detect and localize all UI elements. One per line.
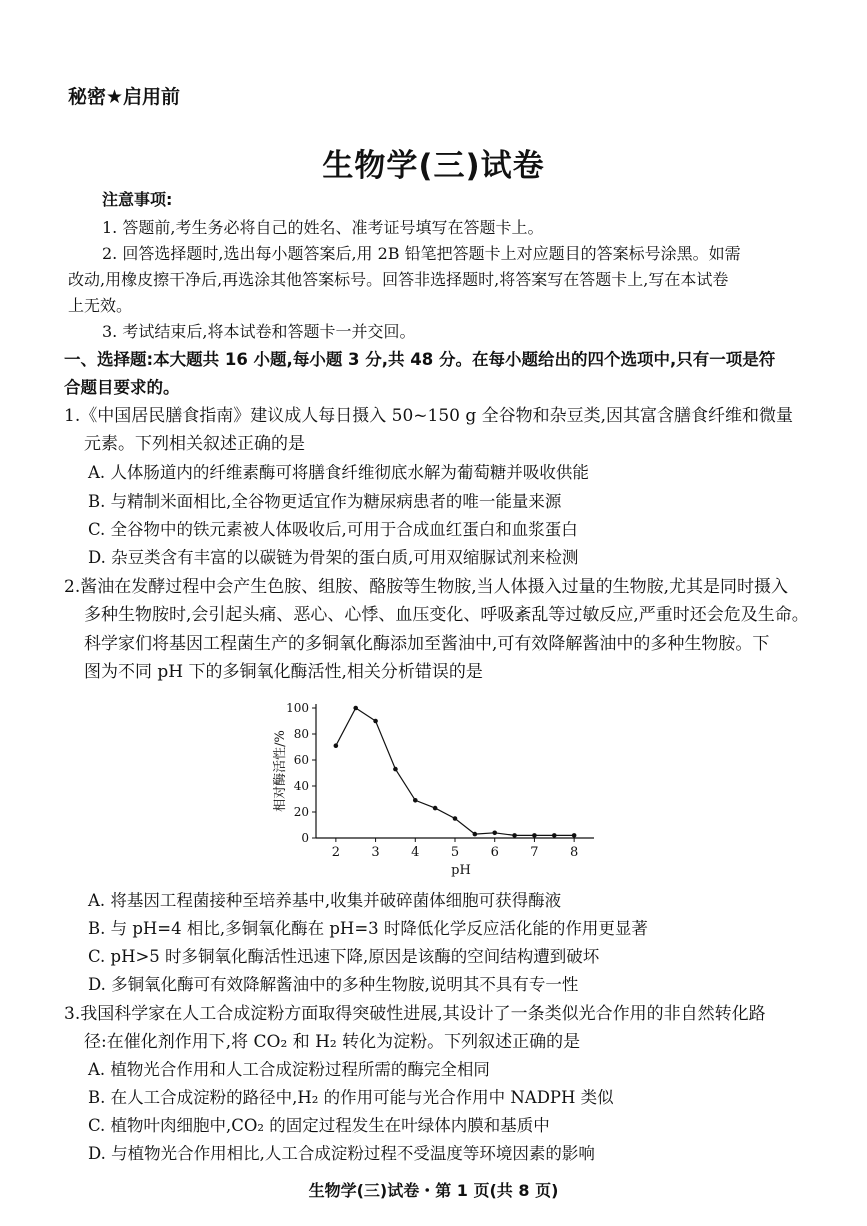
q1-stem-line1: 1.《中国居民膳食指南》建议成人每日摄入 50~150 g 全谷物和杂豆类,因其富含膳食纤维和微量: [64, 406, 794, 426]
notice-item-2-cont: 改动,用橡皮擦干净后,再选涂其他答案标号。回答非选择题时,将答案写在答题卡上,写在本试卷: [68, 270, 729, 289]
chart-data-point: [473, 832, 478, 837]
q1-stem-line2: 元素。下列相关叙述正确的是: [84, 434, 305, 454]
chart-x-tick-label: 7: [530, 845, 539, 860]
chart-x-tick-label: 6: [490, 845, 499, 860]
q2-stem-line2: 多种生物胺时,会引起头痛、恶心、心悸、血压变化、呼吸紊乱等过敏反应,严重时还会危及生命。: [84, 605, 809, 625]
page-footer: 生物学(三)试卷・第 1 页(共 8 页): [308, 1181, 559, 1200]
secret-label: 秘密★启用前: [68, 86, 181, 108]
page-title: 生物学(三)试卷: [322, 148, 545, 184]
q3-stem-line2: 径:在催化剂作用下,将 CO₂ 和 H₂ 转化为淀粉。下列叙述正确的是: [84, 1032, 581, 1052]
chart-data-point: [512, 833, 517, 838]
q2-option-d: D. 多铜氧化酶可有效降解酱油中的多种生物胺,说明其不具有专一性: [88, 975, 579, 994]
q3-option-d: D. 与植物光合作用相比,人工合成淀粉过程不受温度等环境因素的影响: [88, 1144, 595, 1163]
chart-y-axis-label: 相对酶活性/%: [273, 730, 288, 812]
chart-y-tick-label: 60: [293, 753, 309, 767]
q1-option-d: D. 杂豆类含有丰富的以碳链为骨架的蛋白质,可用双缩脲试剂来检测: [88, 548, 579, 567]
chart-x-tick-label: 2: [331, 845, 340, 860]
q2-option-b: B. 与 pH=4 相比,多铜氧化酶在 pH=3 时降低化学反应活化能的作用更显著: [88, 919, 648, 938]
chart-y-tick-label: 0: [301, 831, 309, 845]
chart-y-tick-label: 20: [293, 805, 309, 819]
section-heading-line2: 合题目要求的。: [64, 378, 180, 397]
q1-option-a: A. 人体肠道内的纤维素酶可将膳食纤维彻底水解为葡萄糖并吸收供能: [88, 463, 589, 482]
chart-data-point: [453, 816, 458, 821]
notice-item-2-end: 上无效。: [68, 296, 133, 315]
section-heading-line1: 一、选择题:本大题共 16 小题,每小题 3 分,共 48 分。在每小题给出的四个选项中,只有一项是符: [64, 350, 776, 369]
q3-option-c: C. 植物叶肉细胞中,CO₂ 的固定过程发生在叶绿体内膜和基质中: [88, 1116, 550, 1135]
chart-data-point: [532, 833, 537, 838]
chart-data-point: [433, 806, 438, 811]
chart-x-tick-label: 3: [371, 845, 380, 860]
chart-data-point: [572, 833, 577, 838]
q3-stem-line1: 3.我国科学家在人工合成淀粉方面取得突破性进展,其设计了一条类似光合作用的非自然转化路: [64, 1004, 766, 1024]
notice-item-3: 3. 考试结束后,将本试卷和答题卡一并交回。: [102, 322, 416, 341]
q3-option-a: A. 植物光合作用和人工合成淀粉过程所需的酶完全相同: [88, 1060, 490, 1079]
chart-series-points: [334, 706, 577, 838]
chart-x-axis-label: pH: [451, 863, 471, 878]
chart-data-point: [492, 831, 497, 836]
chart-data-point: [552, 833, 557, 838]
q2-stem-line4: 图为不同 pH 下的多铜氧化酶活性,相关分析错误的是: [84, 662, 483, 682]
q2-option-a: A. 将基因工程菌接种至培养基中,收集并破碎菌体细胞可获得酶液: [88, 891, 562, 910]
chart-data-point: [353, 706, 358, 711]
q1-option-c: C. 全谷物中的铁元素被人体吸收后,可用于合成血红蛋白和血浆蛋白: [88, 520, 578, 539]
q3-option-b: B. 在人工合成淀粉的路径中,H₂ 的作用可能与光合作用中 NADPH 类似: [88, 1088, 614, 1107]
chart-y-tick-label: 80: [293, 727, 309, 741]
chart-y-tick-label: 40: [293, 779, 309, 793]
notice-heading: 注意事项:: [102, 190, 173, 209]
q2-stem-line1: 2.酱油在发酵过程中会产生色胺、组胺、酪胺等生物胺,当人体摄入过量的生物胺,尤其是同时摄入: [64, 577, 789, 597]
notice-item-2: 2. 回答选择题时,选出每小题答案后,用 2B 铅笔把答题卡上对应题目的答案标号涂黑。如需: [102, 244, 741, 263]
chart-data-point: [393, 767, 398, 772]
chart-data-point: [373, 719, 378, 724]
chart-y-tick-label: 100: [286, 701, 309, 715]
chart-x-tick-label: 5: [450, 845, 460, 860]
chart-x-tick-label: 4: [411, 845, 420, 860]
notice-item-1: 1. 答题前,考生务必将自己的姓名、准考证号填写在答题卡上。: [102, 218, 544, 237]
chart-data-point: [334, 743, 339, 748]
q1-option-b: B. 与精制米面相比,全谷物更适宜作为糖尿病患者的唯一能量来源: [88, 492, 562, 511]
chart-x-tick-label: 8: [570, 845, 579, 860]
chart-data-point: [413, 798, 418, 803]
q2-option-c: C. pH>5 时多铜氧化酶活性迅速下降,原因是该酶的空间结构遭到破坏: [88, 947, 600, 966]
enzyme-activity-chart: [266, 694, 606, 880]
q2-stem-line3: 科学家们将基因工程菌生产的多铜氧化酶添加至酱油中,可有效降解酱油中的多种生物胺。下: [84, 634, 770, 654]
